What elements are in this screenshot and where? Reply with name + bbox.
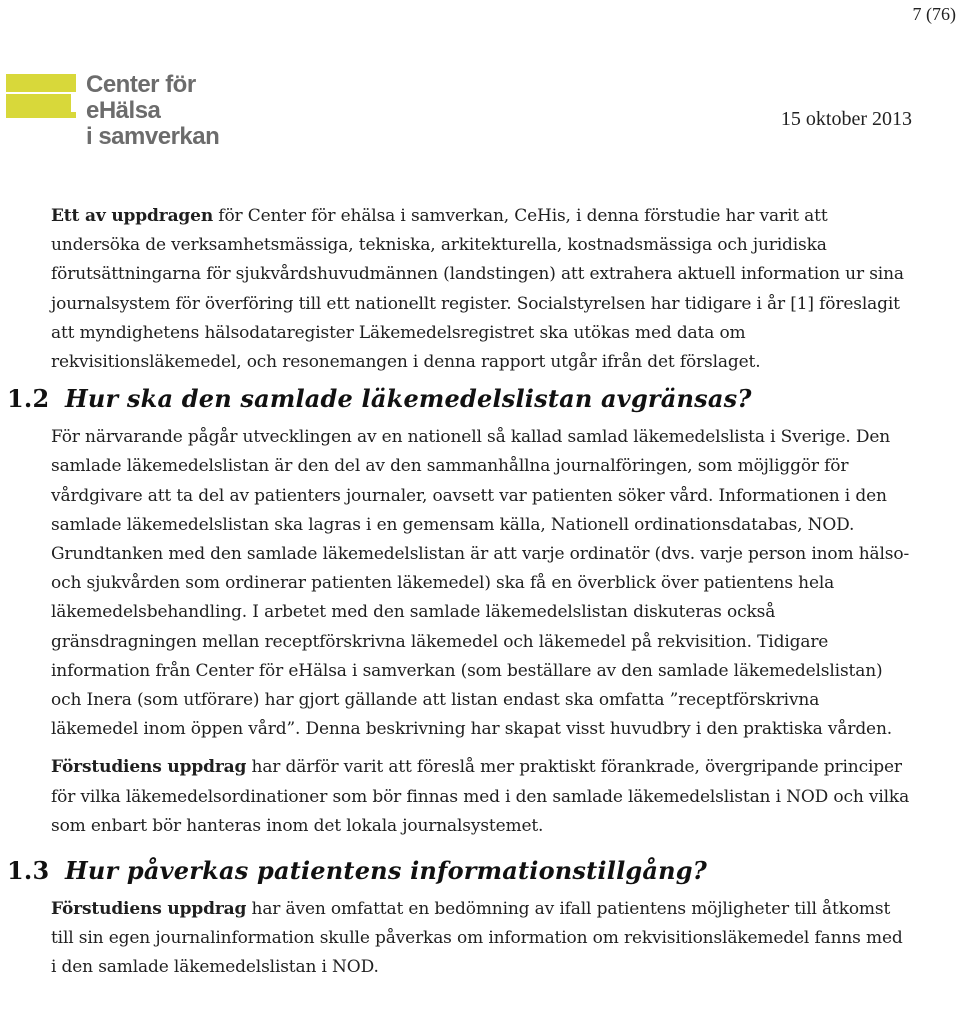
- paragraph-lead: Förstudiens uppdrag: [51, 757, 247, 778]
- logo-bar: [6, 112, 76, 118]
- intro-text: för Center för ehälsa i samverkan, CeHis, i denna förstudie har varit att undersöka de verksamhetsmässiga, tekniska, arkitekturella, kostnadsmässiga och juridiska förutsättningarna för sjukvårdshuvudmännen (landstingen) att extrahera aktuell information ur sina journalsystem för överföring till ett nationellt register. Socialstyrelsen har tidigare i år [1] föreslagit att myndighetens hälsodataregister Läkemedelsregistret ska utökas med data om rekvisitionsläkemedel, och resonemangen i denna rapport utgår ifrån det förslaget.: [51, 206, 904, 373]
- logo-bar: [6, 74, 76, 92]
- section-1-2-paragraph-1: För närvarande pågår utvecklingen av en nationell så kallad samlad läkemedelslista i Sverige. Den samlade läkemedelslistan är den del av den sammanhållna journalföringen, som möjliggör för vårdgivare att ta del av patienters journaler, oavsett var patienten söker vård. Informationen i den samlade läkemedelslistan ska lagras i en gemensam källa, Nationell ordinationsdatabas, NOD. Grundtanken med den samlade läkemedelslistan är att varje ordinatör (dvs. varje person inom hälso- och sjukvården som ordinerar patienten läkemedel) ska få en överblick över patientens hela läkemedelsbehandling. I arbetet med den samlade läkemedelslistan diskuteras också gränsdragningen mellan receptförskrivna läkemedel och läkemedel på rekvisition. Tidigare information från Center för eHälsa i samverkan (som beställare av den samlade läkemedelslistan) och Inera (som utförare) har gjort gällande att listan endast ska omfatta ”receptförskrivna läkemedel inom öppen vård”. Denna beskrivning har skapat visst huvudbry i den praktiska vården.: [51, 427, 910, 740]
- cehis-logo: [6, 71, 276, 150]
- section-1-3-paragraph-1: [51, 895, 911, 983]
- section-number: 1.3: [7, 856, 50, 886]
- intro-paragraph: [51, 202, 911, 377]
- paragraph-lead: Förstudiens uppdrag: [51, 899, 247, 920]
- logo-line-1: Center för eHälsa: [86, 71, 196, 124]
- section-title: Hur påverkas patientens informationstillgång?: [65, 856, 708, 886]
- intro-lead: Ett av uppdragen: [51, 206, 214, 226]
- paragraph-text: har därför varit att föreslå mer praktiskt förankrade, övergripande principer för vilka läkemedelsordinationer som bör finnas med i den samlade läkemedelslistan i NOD och vilka som enbart bör hanteras inom det lokala journalsystemet.: [51, 757, 910, 836]
- paragraph-text: har även omfattat en bedömning av ifall patientens möjligheter till åtkomst till sin egen journalinformation skulle påverkas om information om rekvisitionsläkemedel fanns med i den samlade läkemedelslistan i NOD.: [51, 899, 903, 978]
- logo-line-2: i samverkan: [86, 123, 220, 150]
- section-1-2-paragraph-2: [51, 753, 911, 841]
- document-date: 15 oktober 2013: [780, 108, 912, 130]
- document-body: [7, 202, 911, 983]
- page-number: 7 (76): [912, 4, 956, 24]
- section-number: 1.2: [7, 384, 50, 414]
- logo-text: [86, 72, 276, 150]
- section-heading-1-3: [7, 853, 911, 889]
- logo-bar: [6, 94, 71, 112]
- section-heading-1-2: [7, 381, 911, 417]
- section-title: Hur ska den samlade läkemedelslistan avgränsas?: [65, 384, 752, 414]
